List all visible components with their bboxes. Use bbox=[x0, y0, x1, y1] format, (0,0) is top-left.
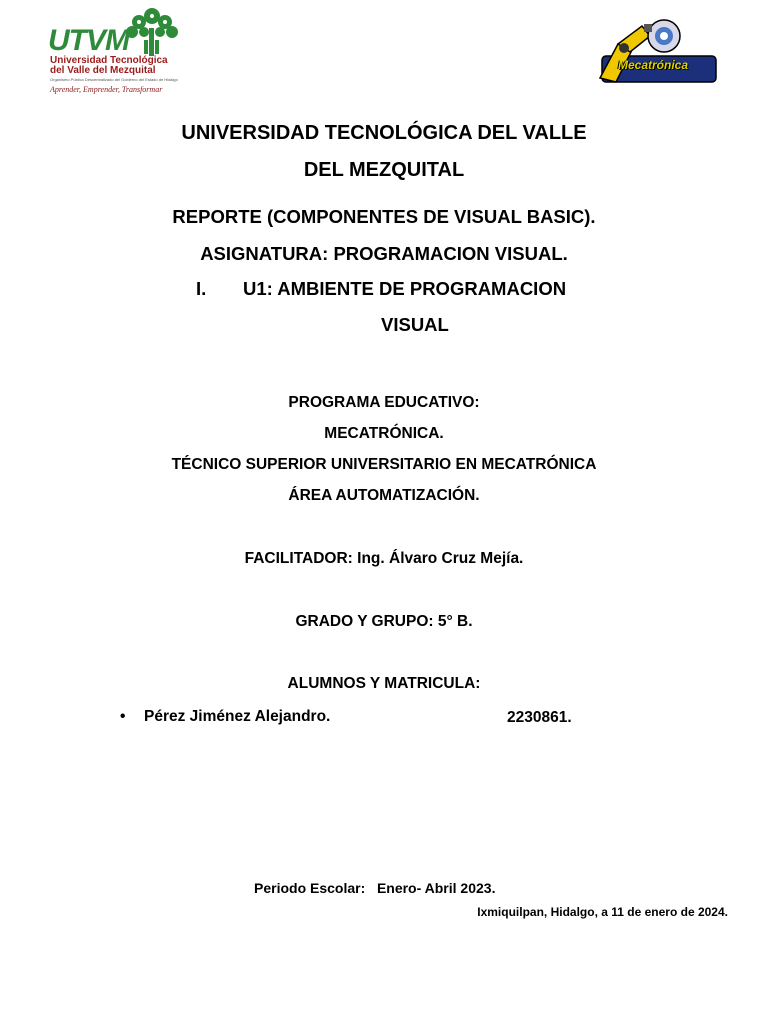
program-label: PROGRAMA EDUCATIVO: bbox=[288, 394, 480, 411]
grade-group bbox=[0, 613, 768, 631]
utvm-wordmark: UTVM bbox=[48, 24, 129, 57]
facilitator-label: FACILITADOR: bbox=[244, 550, 353, 567]
utvm-small-print: Organismo Público Descentralizado del Gobierno del Estado de Hidalgo bbox=[50, 77, 178, 82]
tree-icon bbox=[122, 6, 182, 58]
subject-line: ASIGNATURA: PROGRAMACION VISUAL. bbox=[200, 243, 568, 264]
unit-title-line1: U1: AMBIENTE DE PROGRAMACION bbox=[243, 278, 567, 299]
bullet-icon: • bbox=[120, 708, 126, 725]
program-area: ÁREA AUTOMATIZACIÓN. bbox=[288, 487, 480, 504]
utvm-name: Universidad Tecnológica del Valle del Mezquital bbox=[50, 55, 168, 76]
mecatronica-label: Mecatrónica bbox=[618, 58, 689, 72]
grade-group-label: GRADO Y GRUPO: bbox=[295, 613, 434, 630]
mecatronica-logo bbox=[596, 14, 720, 86]
school-period bbox=[254, 880, 495, 896]
university-title-line1: UNIVERSIDAD TECNOLÓGICA DEL VALLE bbox=[181, 122, 587, 144]
student-name: Pérez Jiménez Alejandro. bbox=[144, 708, 331, 725]
place-date: Ixmiquilpan, Hidalgo, a 11 de enero de 2024. bbox=[477, 905, 728, 919]
school-period-value: Enero- Abril 2023. bbox=[376, 880, 496, 896]
robot-arm-icon bbox=[596, 14, 720, 86]
university-title-line2: DEL MEZQUITAL bbox=[303, 159, 465, 181]
unit-number: I. bbox=[196, 278, 207, 299]
utvm-logo bbox=[46, 6, 186, 94]
utvm-motto: Aprender, Emprender, Transformar bbox=[50, 85, 163, 94]
program-degree: TÉCNICO SUPERIOR UNIVERSITARIO EN MECATRÓNICA bbox=[171, 456, 597, 473]
unit-title-line2: VISUAL bbox=[381, 314, 449, 335]
facilitator bbox=[0, 550, 768, 568]
school-period-label: Periodo Escolar: bbox=[254, 880, 366, 896]
program-name: MECATRÓNICA. bbox=[324, 425, 444, 442]
report-title: REPORTE (COMPONENTES DE VISUAL BASIC). bbox=[172, 206, 596, 227]
grade-group-value: 5° B. bbox=[437, 613, 473, 630]
facilitator-name: Ing. Álvaro Cruz Mejía. bbox=[357, 550, 524, 567]
students-label: ALUMNOS Y MATRICULA: bbox=[287, 675, 481, 692]
student-id: 2230861. bbox=[507, 709, 572, 726]
